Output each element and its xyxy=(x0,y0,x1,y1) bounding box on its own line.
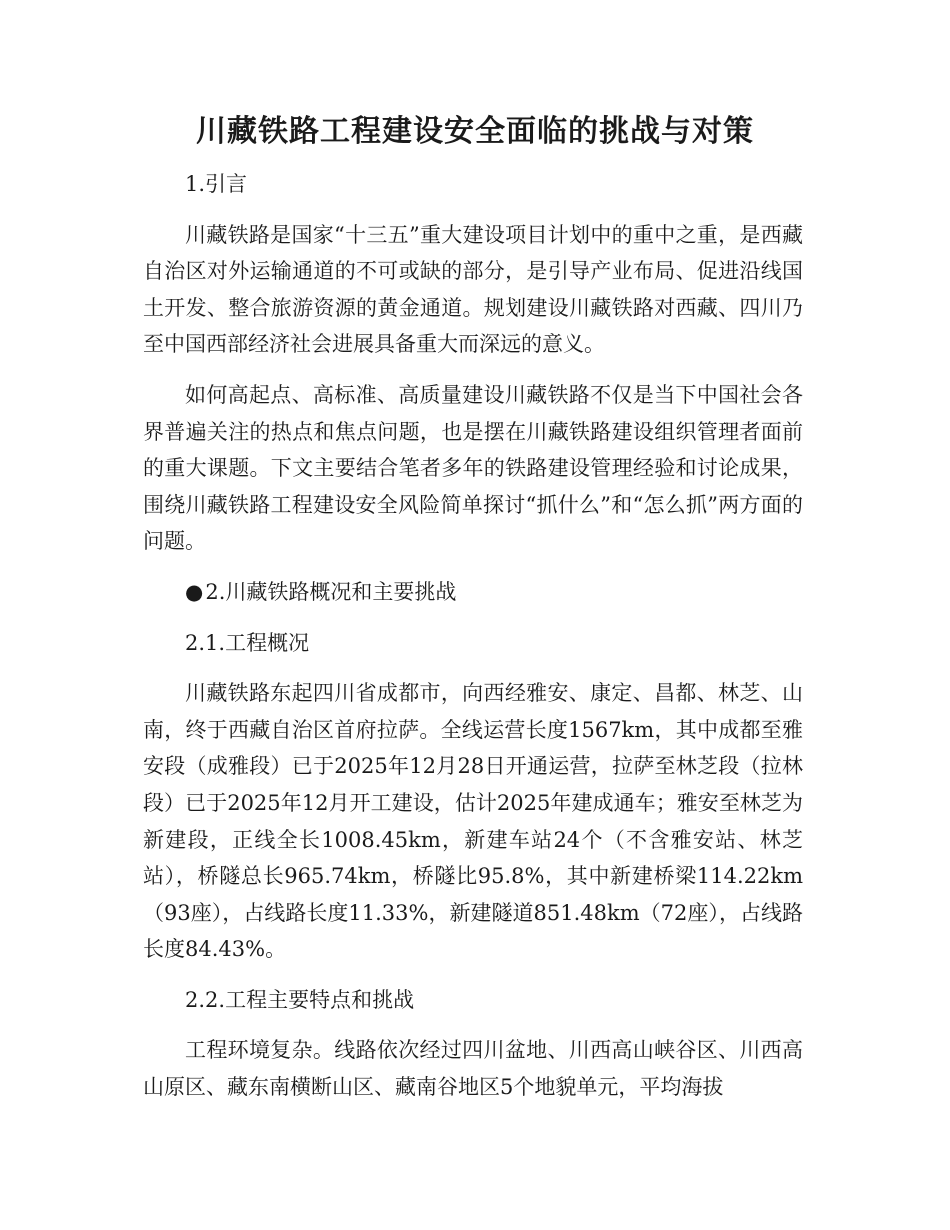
paragraph-intro-1: 川藏铁路是国家“十三五”重大建设项目计划中的重中之重，是西藏自治区对外运输通道的不可或缺的部分，是引导产业布局、促进沿线国土开发、整合旅游资源的黄金通道。规划建设川藏铁路对西藏、四川乃至中国西部经济社会进展具备重大而深远的意义。 xyxy=(143,222,803,357)
document-title: 川藏铁路工程建设安全面临的挑战与对策 xyxy=(196,114,754,149)
section-heading-overview xyxy=(143,574,803,611)
section-heading-intro: 1.引言 xyxy=(185,172,248,196)
document-body xyxy=(143,166,803,1106)
paragraph-challenges: 工程环境复杂。线路依次经过四川盆地、川西高山峡谷区、川西高山原区、藏东南横断山区、藏南谷地区5个地貌单元，平均海拔 xyxy=(143,1038,803,1100)
paragraph-project-overview: 川藏铁路东起四川省成都市，向西经雅安、康定、昌都、林芝、山南，终于西藏自治区首府拉萨。全线运营长度1567km，其中成都至雅安段（成雅段）已于2025年12月28日开通运营，拉萨至林芝段（拉林段）已于2025年12月开工建设，估计2025年建成通车；雅安至林芝为新建段，正线全长1008.45km，新建车站24个（不含雅安站、林芝站），桥隧总长965.74km，桥隧比95.8%，其中新建桥梁114.22km（93座），占线路长度11.33%，新建隧道851.48km（72座），占线路长度84.43%。 xyxy=(143,681,803,962)
subsection-heading-project-overview: 2.1.工程概况 xyxy=(185,630,310,655)
paragraph-intro-2: 如何高起点、高标准、高质量建设川藏铁路不仅是当下中国社会各界普遍关注的热点和焦点问题，也是摆在川藏铁路建设组织管理者面前的重大课题。下文主要结合笔者多年的铁路建设管理经验和讨论成果，围绕川藏铁路工程建设安全风险简单探讨“抓什么”和“怎么抓”两方面的问题。 xyxy=(143,382,803,554)
bullet-icon: ● xyxy=(185,579,204,604)
subsection-heading-challenges: 2.2.工程主要特点和挑战 xyxy=(185,987,415,1012)
section-heading-overview-text: 2.川藏铁路概况和主要挑战 xyxy=(205,579,457,604)
